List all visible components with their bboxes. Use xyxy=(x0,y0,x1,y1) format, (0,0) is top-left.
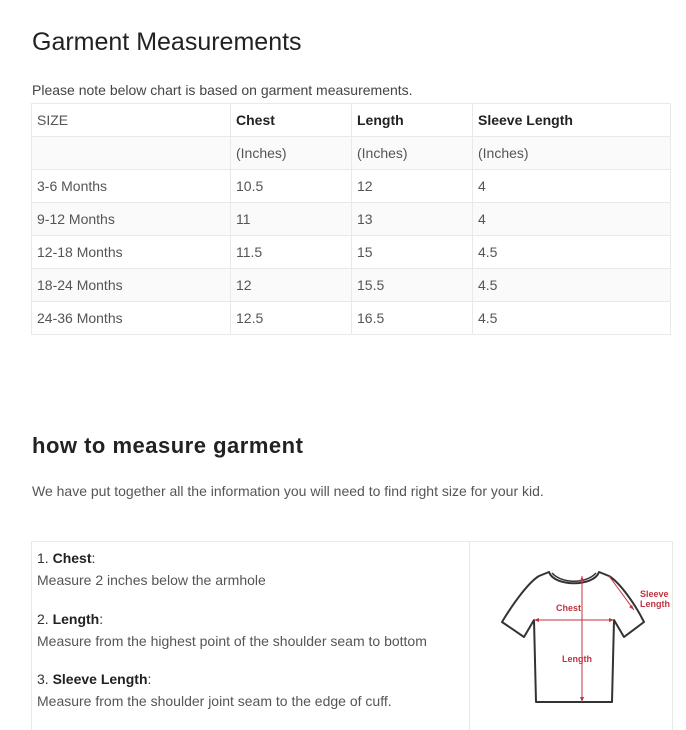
header-size: SIZE xyxy=(32,104,231,137)
size-cell: 3-6 Months xyxy=(32,170,231,203)
how-to-intro: We have put together all the information you will need to find right size for your kid. xyxy=(32,483,544,499)
length-cell: 16.5 xyxy=(352,302,473,335)
length-arrow-top xyxy=(580,576,584,581)
chest-label: Chest xyxy=(556,603,582,613)
measurement-guide xyxy=(31,541,673,730)
header-length: Length xyxy=(352,104,473,137)
header-sleeve-length: Sleeve Length xyxy=(473,104,671,137)
sleeve-cell: 4.5 xyxy=(473,236,671,269)
table-units-row xyxy=(32,137,671,170)
table-row xyxy=(32,302,671,335)
size-cell: 18-24 Months xyxy=(32,269,231,302)
table-row xyxy=(32,236,671,269)
how-to-heading: how to measure garment xyxy=(32,433,304,458)
step-sleeve-length xyxy=(37,671,392,709)
step-colon: : xyxy=(147,671,152,687)
length-cell: 12 xyxy=(352,170,473,203)
chest-cell: 10.5 xyxy=(231,170,352,203)
unit-cell: (Inches) xyxy=(352,137,473,170)
sleeve-label-line2: Length xyxy=(640,599,670,609)
step-description: Measure 2 inches below the armhole xyxy=(37,572,266,588)
size-cell: 12-18 Months xyxy=(32,236,231,269)
step-number: 1. xyxy=(37,550,53,566)
header-chest: Chest xyxy=(231,104,352,137)
step-label: Length xyxy=(52,611,100,627)
length-cell: 13 xyxy=(352,203,473,236)
size-cell: 9-12 Months xyxy=(32,203,231,236)
step-colon: : xyxy=(91,550,96,566)
step-description: Measure from the highest point of the shoulder seam to bottom xyxy=(37,633,427,649)
step-colon: : xyxy=(99,611,104,627)
length-label: Length xyxy=(562,654,592,664)
unit-cell: (Inches) xyxy=(473,137,671,170)
length-cell: 15.5 xyxy=(352,269,473,302)
measurement-steps xyxy=(32,542,470,730)
unit-cell xyxy=(32,137,231,170)
chest-cell: 12 xyxy=(231,269,352,302)
step-description: Measure from the shoulder joint seam to the edge of cuff. xyxy=(37,693,392,709)
tshirt-outline xyxy=(502,572,644,702)
chest-cell: 12.5 xyxy=(231,302,352,335)
step-number: 3. xyxy=(37,671,53,687)
sleeve-arrow-head xyxy=(629,605,634,610)
sleeve-cell: 4.5 xyxy=(473,302,671,335)
chest-cell: 11 xyxy=(231,203,352,236)
step-chest xyxy=(37,550,266,588)
sleeve-cell: 4 xyxy=(473,203,671,236)
step-length xyxy=(37,611,427,649)
step-number: 2. xyxy=(37,611,53,627)
tshirt-diagram xyxy=(494,552,686,722)
step-label: Chest xyxy=(52,550,92,566)
page-title: Garment Measurements xyxy=(32,28,302,56)
sleeve-arrow-line xyxy=(609,576,634,610)
sleeve-label-line1: Sleeve xyxy=(640,589,669,599)
sleeve-cell: 4.5 xyxy=(473,269,671,302)
size-chart-table xyxy=(31,103,671,335)
length-cell: 15 xyxy=(352,236,473,269)
table-header-row xyxy=(32,104,671,137)
unit-cell: (Inches) xyxy=(231,137,352,170)
sleeve-cell: 4 xyxy=(473,170,671,203)
table-row xyxy=(32,203,671,236)
table-row xyxy=(32,269,671,302)
step-label: Sleeve Length xyxy=(52,671,148,687)
table-row xyxy=(32,170,671,203)
chart-note: Please note below chart is based on garment measurements. xyxy=(32,82,413,98)
chest-cell: 11.5 xyxy=(231,236,352,269)
size-cell: 24-36 Months xyxy=(32,302,231,335)
